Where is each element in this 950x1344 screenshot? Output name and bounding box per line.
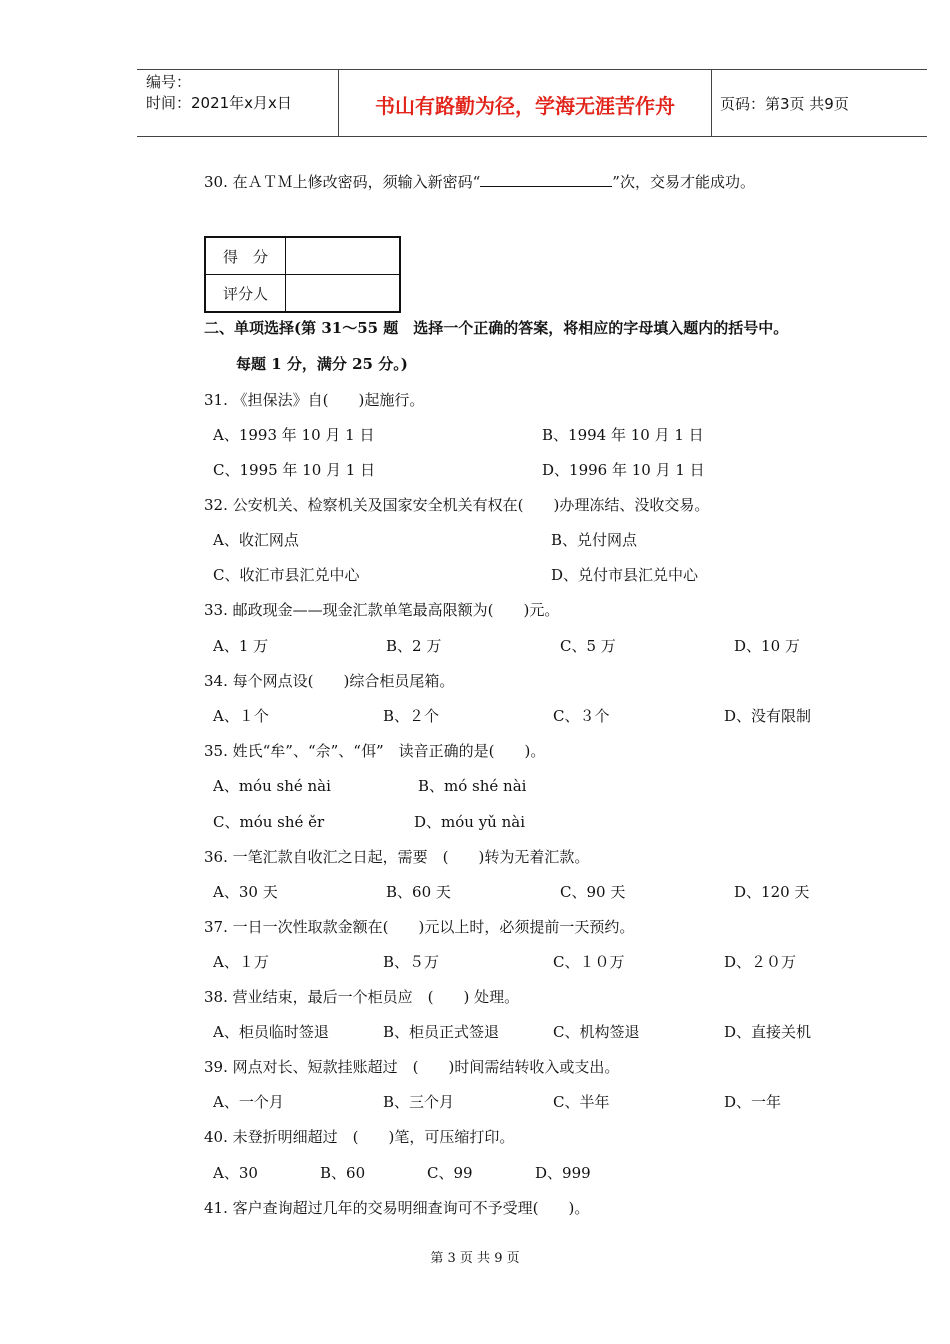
header-bottom-rule [137, 136, 927, 137]
score-cell [286, 237, 401, 275]
answer-blank [480, 172, 612, 187]
option-a: A、柜员临时签退 [213, 1023, 329, 1041]
header-divider-right [711, 69, 712, 136]
question-30-after: ”次，交易才能成功。 [612, 173, 755, 191]
question-37: 37. 一日一次性取款金额在( )元以上时，必须提前一天预约。 [204, 918, 635, 936]
doc-time-label: 时间：2021年x月x日 [146, 94, 292, 112]
question-36: 36. 一笔汇款自收汇之日起，需要 ( )转为无着汇款。 [204, 848, 590, 866]
section-heading: 二、单项选择(第 31～55 题 选择一个正确的答案，将相应的字母填入题内的括号中。 [204, 319, 789, 337]
page-footer: 第 3 页 共 9 页 [430, 1251, 520, 1266]
grader-label: 评分人 [205, 275, 286, 313]
header-top-rule [137, 69, 927, 70]
option-b: B、三个月 [383, 1093, 455, 1111]
option-d: D、２０万 [724, 953, 797, 971]
option-a: A、30 天 [213, 883, 278, 901]
option-d: D、móu yǔ nài [414, 813, 526, 831]
question-33: 33. 邮政现金——现金汇款单笔最高限额为( )元。 [204, 601, 560, 619]
question-40: 40. 未登折明细超过 ( )笔，可压缩打印。 [204, 1128, 515, 1146]
option-a: A、1 万 [213, 637, 269, 655]
question-41: 41. 客户查询超过几年的交易明细查询可不予受理( )。 [204, 1199, 590, 1217]
option-c: C、半年 [553, 1093, 610, 1111]
question-34: 34. 每个网点设( )综合柜员尾箱。 [204, 672, 455, 690]
option-b: B、２个 [383, 707, 440, 725]
option-a: A、一个月 [213, 1093, 284, 1111]
option-a: A、30 [213, 1164, 258, 1182]
option-b: B、2 万 [386, 637, 442, 655]
option-b: B、柜员正式签退 [383, 1023, 500, 1041]
option-b: B、60 [320, 1164, 366, 1182]
question-32: 32. 公安机关、检察机关及国家安全机关有权在( )办理冻结、没收交易。 [204, 496, 710, 514]
option-d: D、直接关机 [724, 1023, 812, 1041]
option-d: D、1996 年 10 月 1 日 [542, 461, 705, 479]
option-d: D、120 天 [734, 883, 810, 901]
option-c: C、收汇市县汇兑中心 [213, 566, 360, 584]
option-d: D、一年 [724, 1093, 782, 1111]
section-heading-note: 每题 1 分，满分 25 分。) [236, 355, 408, 373]
option-a: A、móu shé nài [213, 777, 331, 795]
option-c: C、5 万 [560, 637, 616, 655]
option-c: C、机构签退 [553, 1023, 640, 1041]
question-30-before: 30. 在ＡＴＭ上修改密码，须输入新密码“ [204, 173, 481, 191]
option-b: B、mó shé nài [418, 777, 527, 795]
option-a: A、1993 年 10 月 1 日 [213, 426, 375, 444]
question-38: 38. 营业结束，最后一个柜员应 ( ) 处理。 [204, 988, 520, 1006]
score-table [204, 236, 401, 313]
option-b: B、兑付网点 [551, 531, 638, 549]
question-30 [204, 171, 755, 192]
header-divider-left [338, 69, 339, 136]
score-label: 得 分 [205, 237, 286, 275]
option-c: C、1995 年 10 月 1 日 [213, 461, 376, 479]
option-c: C、１０万 [553, 953, 625, 971]
option-c: C、móu shé ěr [213, 813, 325, 831]
option-d: D、999 [535, 1164, 591, 1182]
option-a: A、收汇网点 [213, 531, 299, 549]
option-a: A、１万 [213, 953, 269, 971]
doc-number-label: 编号： [146, 73, 192, 91]
option-b: B、60 天 [386, 883, 451, 901]
option-c: C、99 [427, 1164, 473, 1182]
option-c: C、90 天 [560, 883, 626, 901]
option-c: C、３个 [553, 707, 610, 725]
header-motto: 书山有路勤为径，学海无涯苦作舟 [375, 94, 675, 118]
option-d: D、没有限制 [724, 707, 812, 725]
question-35: 35. 姓氏“牟”、“佘”、“佴” 读音正确的是( )。 [204, 742, 546, 760]
header-page-info: 页码：第3页 共9页 [720, 95, 849, 113]
option-d: D、兑付市县汇兑中心 [551, 566, 699, 584]
option-a: A、１个 [213, 707, 269, 725]
option-b: B、1994 年 10 月 1 日 [542, 426, 704, 444]
option-d: D、10 万 [734, 637, 800, 655]
grader-cell [286, 275, 401, 313]
option-b: B、５万 [383, 953, 440, 971]
question-31: 31. 《担保法》自( )起施行。 [204, 391, 425, 409]
question-39: 39. 网点对长、短款挂账超过 ( )时间需结转收入或支出。 [204, 1058, 620, 1076]
